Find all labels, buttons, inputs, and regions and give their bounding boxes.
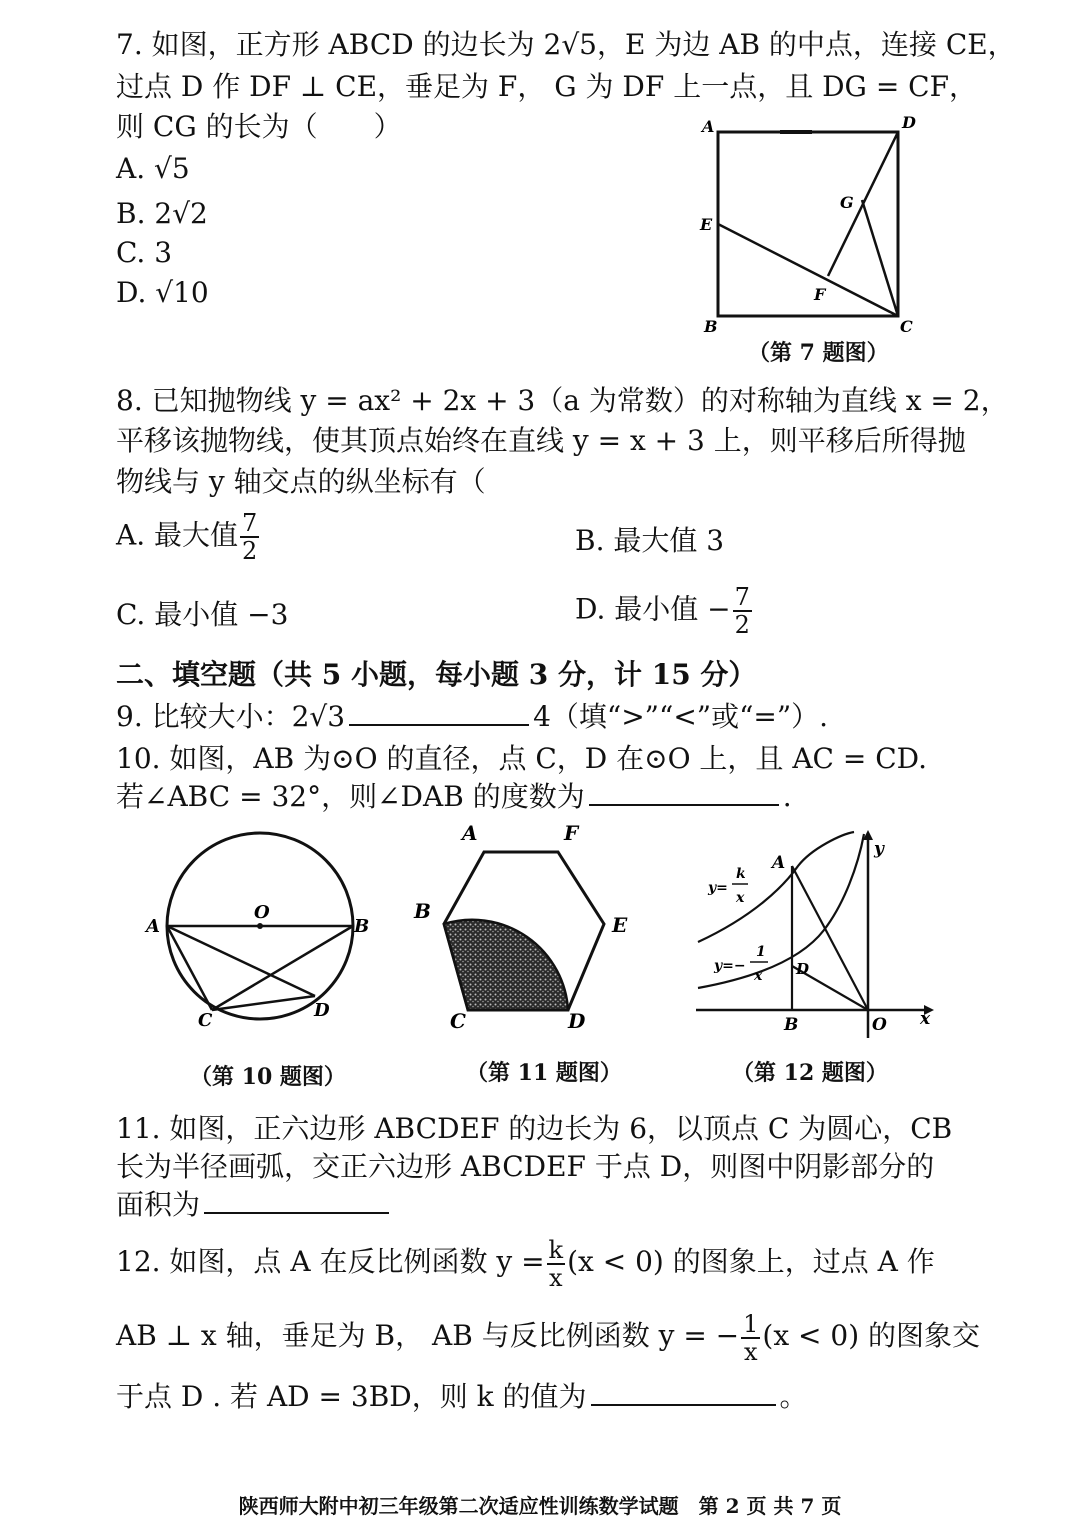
denominator: x (549, 1263, 563, 1292)
answer-blank[interactable] (589, 780, 779, 806)
page-footer: 陕西师大附中初三年级第二次适应性训练数学试题 第 2 页 共 7 页 (238, 1494, 842, 1518)
fig12-caption: （第 12 题图） (732, 1060, 888, 1086)
numerator: 1 (743, 1309, 759, 1338)
label-o: O (254, 902, 270, 923)
q12-line-3-suffix: 。 (779, 1380, 808, 1413)
label-b: B (784, 1015, 799, 1035)
q12-line-2-prefix: AB ⊥ x 轴，垂足为 B， AB 与反比例函数 y = − (116, 1319, 740, 1352)
label-g: G (840, 193, 854, 212)
fraction (547, 1237, 566, 1291)
q11-line-3 (116, 1188, 393, 1222)
label-c: C (450, 1009, 466, 1032)
q12-line-1-suffix: (x < 0) 的图象上，过点 A 作 (567, 1245, 935, 1278)
denominator: 2 (734, 611, 750, 639)
q12-line-2-suffix: (x < 0) 的图象交 (762, 1319, 981, 1352)
q10-line-2 (116, 780, 792, 814)
square-abcd (718, 132, 898, 316)
q12-line-3-prefix: 于点 D . 若 AD = 3BD，则 k 的值为 (116, 1380, 587, 1413)
q9-prefix: 9. 比较大小：2√3 (116, 700, 346, 733)
q11-line-3-prefix: 面积为 (116, 1188, 201, 1221)
q7-option-c: C. 3 (116, 236, 173, 269)
q9-suffix: 4（填“>”“<”或“=”）. (533, 700, 829, 733)
q8-option-a (116, 510, 261, 564)
q11-line-2: 长为半径画弧，交正六边形 ABCDEF 于点 D，则图中阴影部分的 (116, 1150, 935, 1183)
fraction (741, 1311, 760, 1365)
q7-option-d: D. √10 (116, 276, 209, 309)
q7-option-a: A. √5 (116, 152, 190, 185)
q8-option-a-prefix: A. 最大值 (116, 518, 239, 552)
label-b: B (354, 916, 370, 937)
q12-line-2 (116, 1306, 980, 1366)
label-x: x (920, 1009, 931, 1029)
numerator: 7 (734, 583, 750, 611)
label-e: E (700, 215, 713, 234)
q12-line-3 (116, 1380, 808, 1414)
q8-option-d (575, 584, 754, 638)
q7-line-2: 过点 D 作 DF ⊥ CE，垂足为 F， G 为 DF 上一点，且 DG = CF， (116, 70, 978, 103)
label-d: D (314, 1000, 330, 1021)
shaded-region (444, 920, 568, 1010)
fig10-caption: （第 10 题图） (190, 1064, 346, 1090)
q8-line-2: 平移该抛物线，使其顶点始终在直线 y = x + 3 上，则平移后所得抛 (116, 424, 966, 457)
label-a: A (772, 853, 786, 873)
fig11-caption: （第 11 题图） (466, 1060, 622, 1086)
label-b: B (414, 899, 431, 923)
q8-line-3: 物线与 y 轴交点的纵坐标有（ (116, 465, 486, 498)
label-y: y (874, 839, 884, 859)
label-a: A (462, 821, 478, 845)
fig12 (694, 826, 938, 1042)
label-f: F (564, 821, 579, 845)
q8-option-d-prefix: D. 最小值 − (575, 592, 731, 626)
answer-blank[interactable] (591, 1380, 776, 1406)
label-b: B (704, 317, 718, 336)
segment-ce (718, 224, 898, 316)
denominator: 2 (242, 537, 258, 565)
fig10 (140, 820, 380, 1040)
q8-option-c: C. 最小值 −3 (116, 598, 289, 631)
numerator: k (548, 1235, 564, 1264)
q7-option-b: B. 2√2 (116, 197, 208, 230)
q8-option-b: B. 最大值 3 (575, 524, 725, 557)
q10-line-2-suffix: . (782, 780, 792, 813)
fig11 (404, 818, 644, 1032)
label-f: F (814, 285, 826, 304)
svg-text:1: 1 (756, 944, 766, 960)
q12-line-1-prefix: 12. 如图，点 A 在反比例函数 y = (116, 1245, 545, 1278)
label-c: C (900, 317, 913, 336)
section-title: 二、填空题（共 5 小题，每小题 3 分，计 15 分） (116, 658, 757, 691)
svg-text:y=: y= (708, 880, 728, 896)
label-c: C (198, 1010, 213, 1031)
fraction (240, 510, 259, 564)
svg-text:y=−: y=− (714, 958, 746, 974)
q7-line-3: 则 CG 的长为（ ） (116, 110, 402, 143)
numerator: 7 (242, 509, 258, 537)
q7-figure (690, 108, 930, 338)
denominator: x (744, 1337, 758, 1366)
answer-blank[interactable] (349, 700, 529, 726)
svg-text:x: x (754, 968, 763, 984)
q7-figure-caption: （第 7 题图） (748, 340, 889, 366)
label-a: A (146, 916, 160, 937)
svg-text:x: x (736, 890, 745, 906)
label-d: D (796, 960, 810, 978)
q7-line-1: 7. 如图，正方形 ABCD 的边长为 2√5，E 为边 AB 的中点，连接 CE， (116, 28, 1016, 61)
label-d: D (568, 1009, 586, 1032)
q10-line-2-prefix: 若∠ABC = 32°，则∠DAB 的度数为 (116, 780, 585, 813)
curve-label-k-over-x (707, 866, 748, 906)
q8-line-1: 8. 已知抛物线 y = ax² + 2x + 3（a 为常数）的对称轴为直线 x = 2， (116, 384, 1009, 417)
fraction (733, 584, 752, 638)
label-d: D (902, 113, 916, 132)
q12-line-1 (116, 1232, 935, 1292)
label-a: A (702, 117, 715, 136)
q9-line (116, 700, 828, 734)
answer-blank[interactable] (204, 1188, 389, 1214)
svg-text:k: k (736, 866, 746, 882)
q10-line-1: 10. 如图，AB 为⊙O 的直径，点 C，D 在⊙O 上，且 AC = CD. (116, 742, 928, 775)
segment-cg (862, 200, 898, 316)
label-e: E (612, 913, 628, 937)
q11-line-1: 11. 如图，正六边形 ABCDEF 的边长为 6，以顶点 C 为圆心，CB (116, 1112, 953, 1145)
label-o: O (872, 1015, 887, 1035)
